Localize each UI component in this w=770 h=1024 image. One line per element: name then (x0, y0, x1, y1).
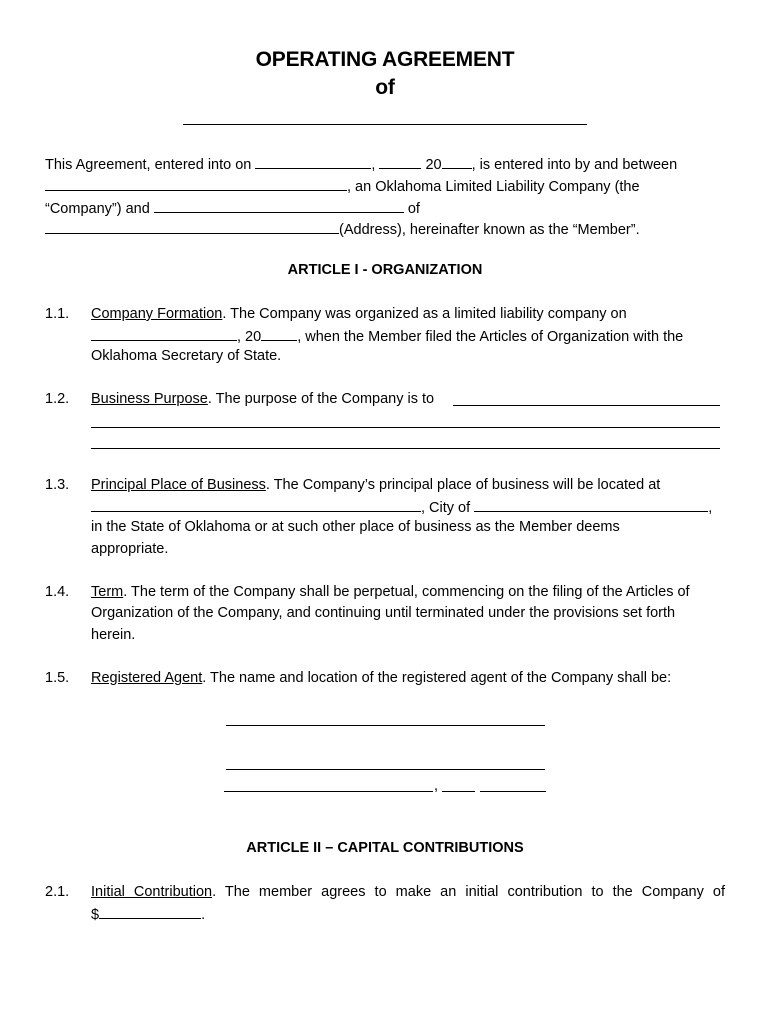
section-number: 1.1. (45, 306, 70, 322)
section-text: , 20 (237, 329, 262, 345)
section-1-3-line-4: appropriate. (91, 541, 169, 557)
preamble-line-2 (45, 176, 640, 196)
section-text: . The Company was organized as a limited liability company on (222, 306, 627, 322)
section-text: . The term of the Company shall be perpetual, commencing on the filing of the Articles of (123, 584, 690, 600)
section-1-1-line-2 (91, 326, 683, 346)
formation-date-blank[interactable] (91, 326, 237, 341)
section-number: 1.4. (45, 584, 70, 600)
preamble-text: , is entered into by and between (471, 157, 678, 173)
section-1-3-line-2 (91, 497, 712, 517)
preamble-text: (Address), hereinafter known as the “Member”. (339, 222, 640, 238)
agent-name-blank[interactable] (226, 725, 545, 726)
agent-address-comma: , (434, 778, 439, 794)
preamble-comma: , (371, 157, 376, 173)
section-1-3-line-1 (91, 476, 660, 494)
contribution-amount-blank[interactable] (99, 904, 201, 919)
agent-state-blank[interactable] (442, 791, 475, 792)
section-text: . The Company’s principal place of business will be located at (265, 477, 661, 493)
dollar-sign: $ (91, 907, 100, 923)
company-name-blank[interactable] (183, 124, 587, 125)
document-title: OPERATING AGREEMENT (255, 48, 515, 71)
preamble-text: “Company”) and (45, 201, 150, 217)
agent-city-blank[interactable] (224, 791, 433, 792)
year-blank[interactable] (442, 154, 472, 169)
section-2-1-line-2 (91, 904, 205, 924)
purpose-blank-1[interactable] (453, 405, 720, 406)
document-title-of: of (375, 76, 395, 99)
section-text: . The member agrees to make an initial contribution to the Company of (212, 884, 725, 900)
member-address-blank[interactable] (45, 219, 339, 234)
preamble-text: This Agreement, entered into on (45, 157, 252, 173)
section-text: , City of (421, 500, 471, 516)
article-2-heading: ARTICLE II – CAPITAL CONTRIBUTIONS (246, 840, 524, 856)
year-prefix: 20 (425, 157, 442, 173)
agent-street-blank[interactable] (226, 769, 545, 770)
section-title: Business Purpose (91, 391, 208, 407)
purpose-blank-2[interactable] (91, 427, 720, 428)
section-title: Principal Place of Business (91, 477, 266, 493)
section-number: 1.2. (45, 391, 70, 407)
city-blank[interactable] (474, 497, 708, 512)
section-text: . The purpose of the Company is to (207, 391, 435, 407)
section-1-1-line-3: Oklahoma Secretary of State. (91, 348, 282, 364)
section-2-1-line-1 (91, 883, 725, 901)
section-1-1-line-1 (91, 305, 627, 323)
section-1-3-line-3: in the State of Oklahoma or at such other place of business as the Member deems (91, 519, 620, 535)
preamble-line-3 (45, 198, 420, 218)
formation-year-blank[interactable] (261, 326, 297, 341)
section-number: 1.3. (45, 477, 70, 493)
section-title: Company Formation (91, 306, 223, 322)
agent-zip-blank[interactable] (480, 791, 546, 792)
section-1-4-line-1 (91, 583, 690, 601)
article-1-heading: ARTICLE I - ORGANIZATION (287, 262, 483, 278)
member-name-blank[interactable] (154, 198, 404, 213)
date-blank[interactable] (255, 154, 371, 169)
section-title: Term (91, 584, 124, 600)
section-1-4-line-2: Organization of the Company, and continuing until terminated under the provisions set forth (91, 605, 676, 621)
section-1-2-line-1 (91, 390, 434, 408)
day-blank[interactable] (379, 154, 421, 169)
preamble-line-1 (45, 154, 677, 174)
llc-name-blank[interactable] (45, 176, 347, 191)
section-1-4-line-3: herein. (91, 627, 136, 643)
section-text: . The name and location of the registered agent of the Company shall be: (202, 670, 672, 686)
preamble-text: , an Oklahoma Limited Liability Company (the (347, 179, 640, 195)
preamble-line-4 (45, 219, 640, 239)
section-text: . (201, 907, 206, 923)
business-address-blank[interactable] (91, 497, 421, 512)
section-title: Registered Agent (91, 670, 203, 686)
section-1-5-line-1 (91, 669, 671, 687)
purpose-blank-3[interactable] (91, 448, 720, 449)
section-number: 1.5. (45, 670, 70, 686)
section-number: 2.1. (45, 884, 70, 900)
preamble-text: of (407, 201, 420, 217)
section-text: , (708, 500, 713, 516)
section-text: , when the Member filed the Articles of Organization with the (297, 329, 684, 345)
section-title: Initial Contribution (91, 884, 213, 900)
